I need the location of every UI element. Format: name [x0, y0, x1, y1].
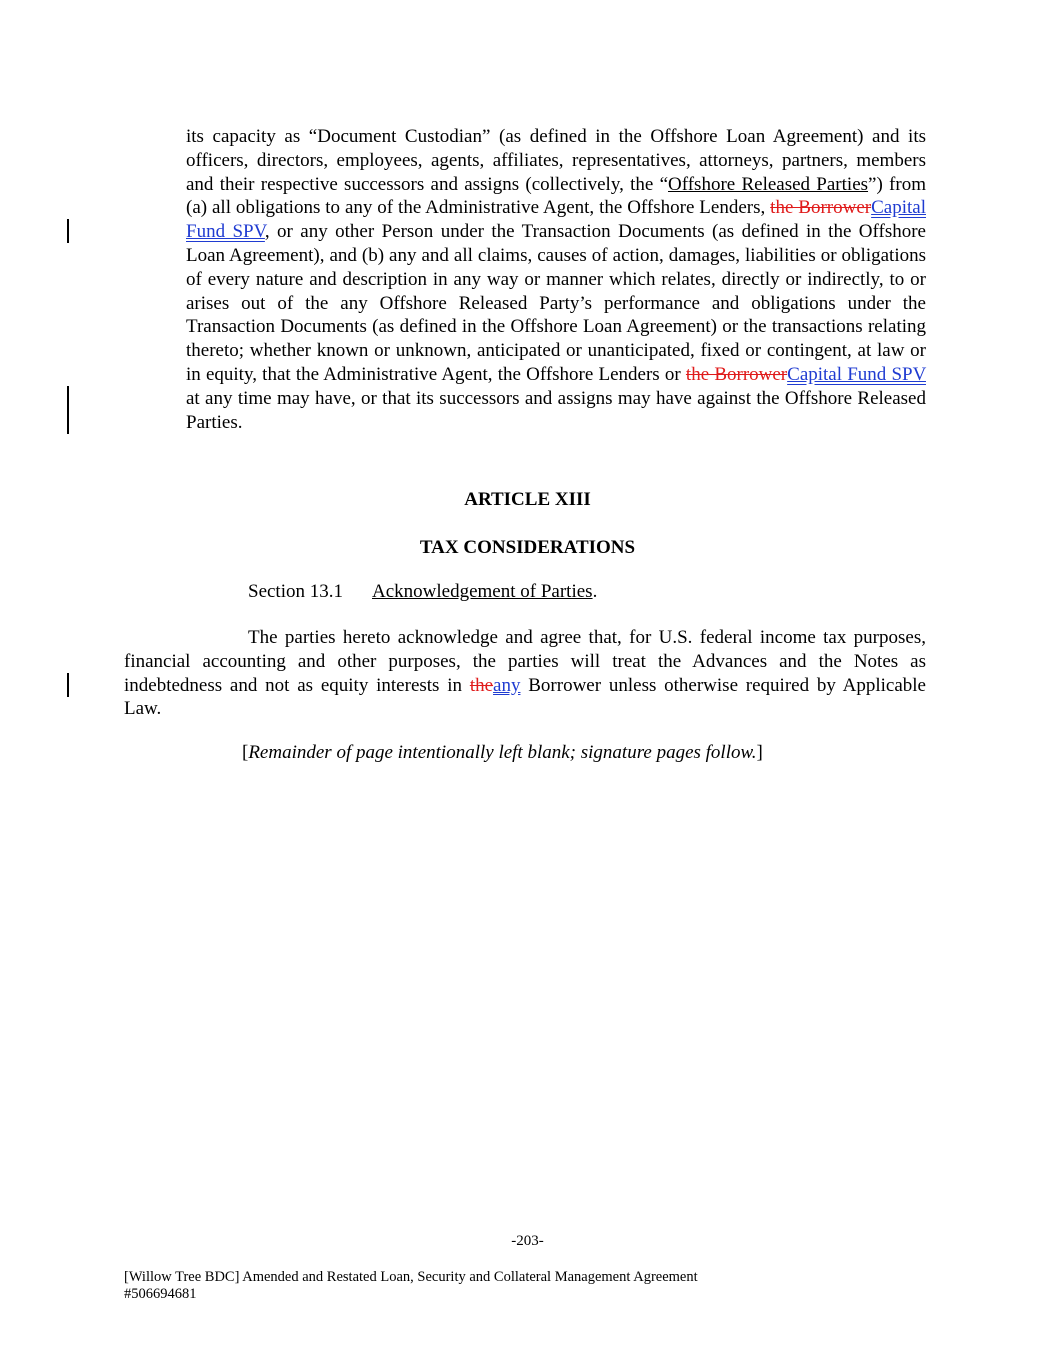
page-number: -203- — [511, 1233, 544, 1249]
article-title: ARTICLE XIII — [464, 489, 591, 510]
defined-term: Offshore Released Parties — [668, 173, 869, 195]
remainder-note — [242, 742, 763, 764]
change-bar — [67, 219, 69, 243]
section-number: Section 13.1 — [248, 581, 343, 602]
footer-title: [Willow Tree BDC] Amended and Restated Loan, Security and Collateral Management Agreement — [124, 1269, 698, 1285]
deleted-text: the Borrower — [685, 363, 788, 385]
article-subtitle: TAX CONSIDERATIONS — [419, 537, 636, 558]
paragraph-text: , or any other Person under the Transaction Documents (as defined in the Offshore Loan Agreement), and (b) any and all claims, causes of action, damages, liabilities or obligations of every nature and description in any way or manner which relates, directly or indirectly, to or arises out of the any Offshore Released Party’s performance and obligations under the Transaction Documents (as defined in the Offshore Loan Agreement) or the transactions relating thereto; whether known or unknown, anticipated or unanticipated, fixed or contingent, at law or in equity, that the Administrative Agent, the Offshore Lenders or — [186, 221, 926, 385]
footer — [124, 1269, 698, 1303]
bracket-close: ] — [756, 742, 763, 763]
release-paragraph — [186, 125, 926, 434]
change-bar — [67, 673, 69, 697]
section-heading — [248, 581, 597, 603]
remainder-text: Remainder of page intentionally left blank; signature pages follow. — [248, 742, 757, 763]
change-bar — [67, 386, 69, 434]
paragraph-text: its capacity as “Document Custodian” (as defined in the Offshore Loan Agreement) and its officers, directors, employees, agents, affiliates, representatives, attorneys, partners, members and their respective successors and assigns (collectively, the “ — [186, 126, 926, 195]
paragraph-text: The parties hereto acknowledge and agree that, for U.S. federal income tax purposes, financial accounting and other purposes, the parties will treat the Advances and the Notes as indebtedness and not as equity interests in — [124, 627, 926, 696]
tax-paragraph — [124, 626, 926, 721]
deleted-text: the Borrower — [770, 197, 872, 219]
inserted-text: Capital Fund SPV — [186, 197, 926, 243]
inserted-text: any — [493, 674, 521, 696]
section-title-period: . — [592, 581, 598, 602]
bracket-open: [ — [242, 742, 249, 763]
inserted-text: Capital Fund SPV — [787, 363, 926, 385]
section-title: Acknowledgement of Parties — [372, 581, 593, 602]
paragraph-text: Borrower unless otherwise required by Applicable Law. — [124, 674, 926, 720]
paragraph-text: at any time may have, or that its successors and assigns may have against the Offshore Released Parties. — [186, 387, 926, 433]
footer-doc-id: #506694681 — [124, 1286, 197, 1302]
deleted-text: the — [469, 674, 494, 696]
paragraph-text: ”) from (a) all obligations to any of the Administrative Agent, the Offshore Lenders, — [186, 173, 926, 219]
